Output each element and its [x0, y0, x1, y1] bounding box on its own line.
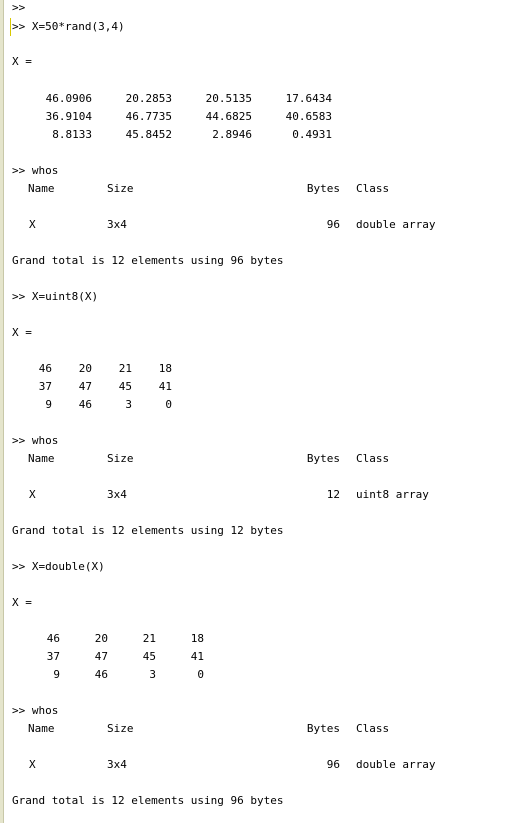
matrix-cell: 21	[142, 632, 156, 645]
whos-var-class: double array	[356, 758, 436, 771]
matrix-cell: 36.9104	[45, 110, 92, 123]
matrix-cell: 20	[94, 632, 108, 645]
matrix-cell: 2.8946	[212, 128, 252, 141]
current-line-marker	[10, 18, 11, 36]
matrix-cell: 3	[149, 668, 156, 681]
whos-var-bytes: 96	[326, 218, 340, 231]
matrix-cell: 37	[38, 380, 52, 393]
whos-header-size: Size	[107, 452, 134, 465]
matrix-cell: 46	[46, 632, 60, 645]
matrix-cell: 46.7735	[125, 110, 172, 123]
whos-header-class: Class	[356, 722, 390, 735]
matrix-cell: 46	[38, 362, 52, 375]
grand-total-line: Grand total is 12 elements using 96 bytes	[12, 794, 284, 807]
matrix-cell: 37	[46, 650, 60, 663]
whos-var-size: 3x4	[107, 488, 127, 501]
matrix-cell: 0	[197, 668, 204, 681]
command-line: >> whos	[12, 434, 59, 447]
matrix-cell: 0	[165, 398, 172, 411]
command-line: >> whos	[12, 704, 59, 717]
matrix-cell: 46.0906	[45, 92, 92, 105]
whos-var-class: uint8 array	[356, 488, 429, 501]
whos-var-name: X	[29, 758, 36, 771]
matrix-cell: 40.6583	[285, 110, 332, 123]
matrix-cell: 9	[53, 668, 60, 681]
whos-header-size: Size	[107, 722, 134, 735]
whos-header-size: Size	[107, 182, 134, 195]
matrix-cell: 46	[78, 398, 92, 411]
output-variable-label: X =	[12, 55, 32, 68]
matrix-cell: 45	[142, 650, 156, 663]
matrix-cell: 47	[78, 380, 92, 393]
whos-header-class: Class	[356, 182, 390, 195]
matrix-cell: 46	[94, 668, 108, 681]
matrix-cell: 8.8133	[52, 128, 92, 141]
matrix-cell: 3	[125, 398, 132, 411]
whos-header-class: Class	[356, 452, 390, 465]
grand-total-line: Grand total is 12 elements using 12 bytes	[12, 524, 284, 537]
prompt-line: >>	[12, 1, 26, 14]
whos-var-name: X	[29, 488, 36, 501]
matrix-cell: 41	[190, 650, 204, 663]
matrix-cell: 44.6825	[205, 110, 252, 123]
command-line: >> X=50*rand(3,4)	[12, 20, 125, 33]
command-line: >> X=double(X)	[12, 560, 105, 573]
matrix-cell: 41	[158, 380, 172, 393]
matrix-cell: 17.6434	[285, 92, 332, 105]
whos-var-size: 3x4	[107, 218, 127, 231]
matrix-cell: 18	[190, 632, 204, 645]
whos-var-bytes: 12	[326, 488, 340, 501]
matrix-cell: 18	[158, 362, 172, 375]
output-variable-label: X =	[12, 326, 32, 339]
output-variable-label: X =	[12, 596, 32, 609]
matrix-cell: 20	[78, 362, 92, 375]
whos-header-name: Name	[28, 452, 55, 465]
matrix-cell: 0.4931	[292, 128, 332, 141]
whos-header-bytes: Bytes	[306, 452, 340, 465]
grand-total-line: Grand total is 12 elements using 96 bytes	[12, 254, 284, 267]
command-line: >> whos	[12, 164, 59, 177]
whos-var-name: X	[29, 218, 36, 231]
matrix-cell: 20.5135	[205, 92, 252, 105]
whos-header-bytes: Bytes	[306, 182, 340, 195]
whos-header-bytes: Bytes	[306, 722, 340, 735]
whos-var-class: double array	[356, 218, 436, 231]
matrix-cell: 47	[94, 650, 108, 663]
whos-header-name: Name	[28, 722, 55, 735]
whos-var-size: 3x4	[107, 758, 127, 771]
matrix-cell: 20.2853	[125, 92, 172, 105]
matrix-cell: 21	[118, 362, 132, 375]
matrix-cell: 45	[118, 380, 132, 393]
window-left-border	[0, 0, 4, 823]
whos-header-name: Name	[28, 182, 55, 195]
whos-var-bytes: 96	[326, 758, 340, 771]
matrix-cell: 45.8452	[125, 128, 172, 141]
command-line: >> X=uint8(X)	[12, 290, 99, 303]
command-window-output[interactable]	[12, 0, 508, 823]
matrix-cell: 9	[45, 398, 52, 411]
